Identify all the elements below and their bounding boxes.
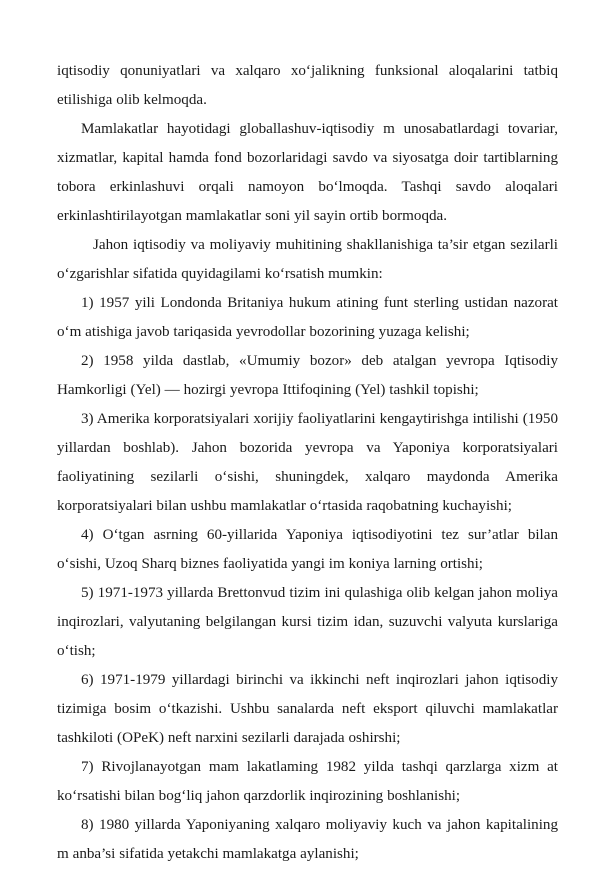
paragraph-body: Mamlakatlar hayotidagi globallashuv-iqtisodiy m unosabatlardagi tovariar, xizmatlar, kapital hamda fond bozorlaridagi savdo va siyosatga doir tartiblarning tobora erkinlashuvi orqali namoyon boʻlmoqda. Tashqi savdo aloqalari erkinlashtirilayotgan mamlakatlar soni yil sayin ortib bormoqda. [57, 121, 558, 224]
numbered-item-3: 3) Amerika korporatsiyalari xorijiy faoliyatlarini kengaytirishga intilishi (1950 yillardan boshlab). Jahon bozorida yevropa va Yaponiya korporatsiyalari faoliyatining sezilarli oʻsishi, shuningdek, xalqaro maydonda Amerika korporatsiyalari bilan ushbu mamlakatlar oʻrtasida raqobatning kuchayishi; [57, 411, 558, 514]
numbered-item-1: 1) 1957 yili Londonda Britaniya hukum atining funt sterling ustidan nazorat oʻm atishiga javob tariqasida yevrodollar bozorining yuzaga kelishi; [57, 295, 558, 340]
numbered-item-5: 5) 1971-1973 yillarda Brettonvud tizim ini qulashiga olib kelgan jahon moliya inqirozlari, valyutaning belgilangan kursi tizim idan, suzuvchi valyuta kurslariga oʻtish; [57, 585, 558, 659]
paragraph-body: iqtisodiy qonuniyatlari va xalqaro xoʻjalikning funksional aloqalarini tatbiq etilishiga olib kelmoqda. [57, 63, 558, 108]
numbered-item-8: 8) 1980 yillarda Yaponiyaning xalqaro moliyaviy kuch va jahon kapitalining m anba’si sifatida yetakchi mamlakatga aylanishi; [57, 817, 558, 862]
paragraph-intro: Jahon iqtisodiy va moliyaviy muhitining shakllanishiga ta’sir etgan sezilarli oʻzgarishlar sifatida quyidagilami koʻrsatish mumkin: [57, 237, 558, 282]
numbered-item-7: 7) Rivojlanayotgan mam lakatlaming 1982 yilda tashqi qarzlarga xizm at koʻrsatishi bilan bogʻliq jahon qarzdorlik inqirozining boshlanishi; [57, 759, 558, 804]
text-column [57, 57, 558, 869]
numbered-item-2: 2) 1958 yilda dastlab, «Umumiy bozor» deb atalgan yevropa Iqtisodiy Hamkorligi (Yel) — hozirgi yevropa Ittifoqining (Yel) tashkil topishi; [57, 353, 558, 398]
numbered-item-4: 4) Oʻtgan asrning 60-yillarida Yaponiya iqtisodiyotini tez sur’atlar bilan oʻsishi, Uzoq Sharq biznes faoliyatida yangi im koniya larning ortishi; [57, 527, 558, 572]
numbered-item-6: 6) 1971-1979 yillardagi birinchi va ikkinchi neft inqirozlari jahon iqtisodiy tizimiga bosim oʻtkazishi. Ushbu sanalarda neft eksport qiluvchi mamlakatlar tashkiloti (OPeK) neft narxini sezilarli darajada oshirshi; [57, 672, 558, 746]
